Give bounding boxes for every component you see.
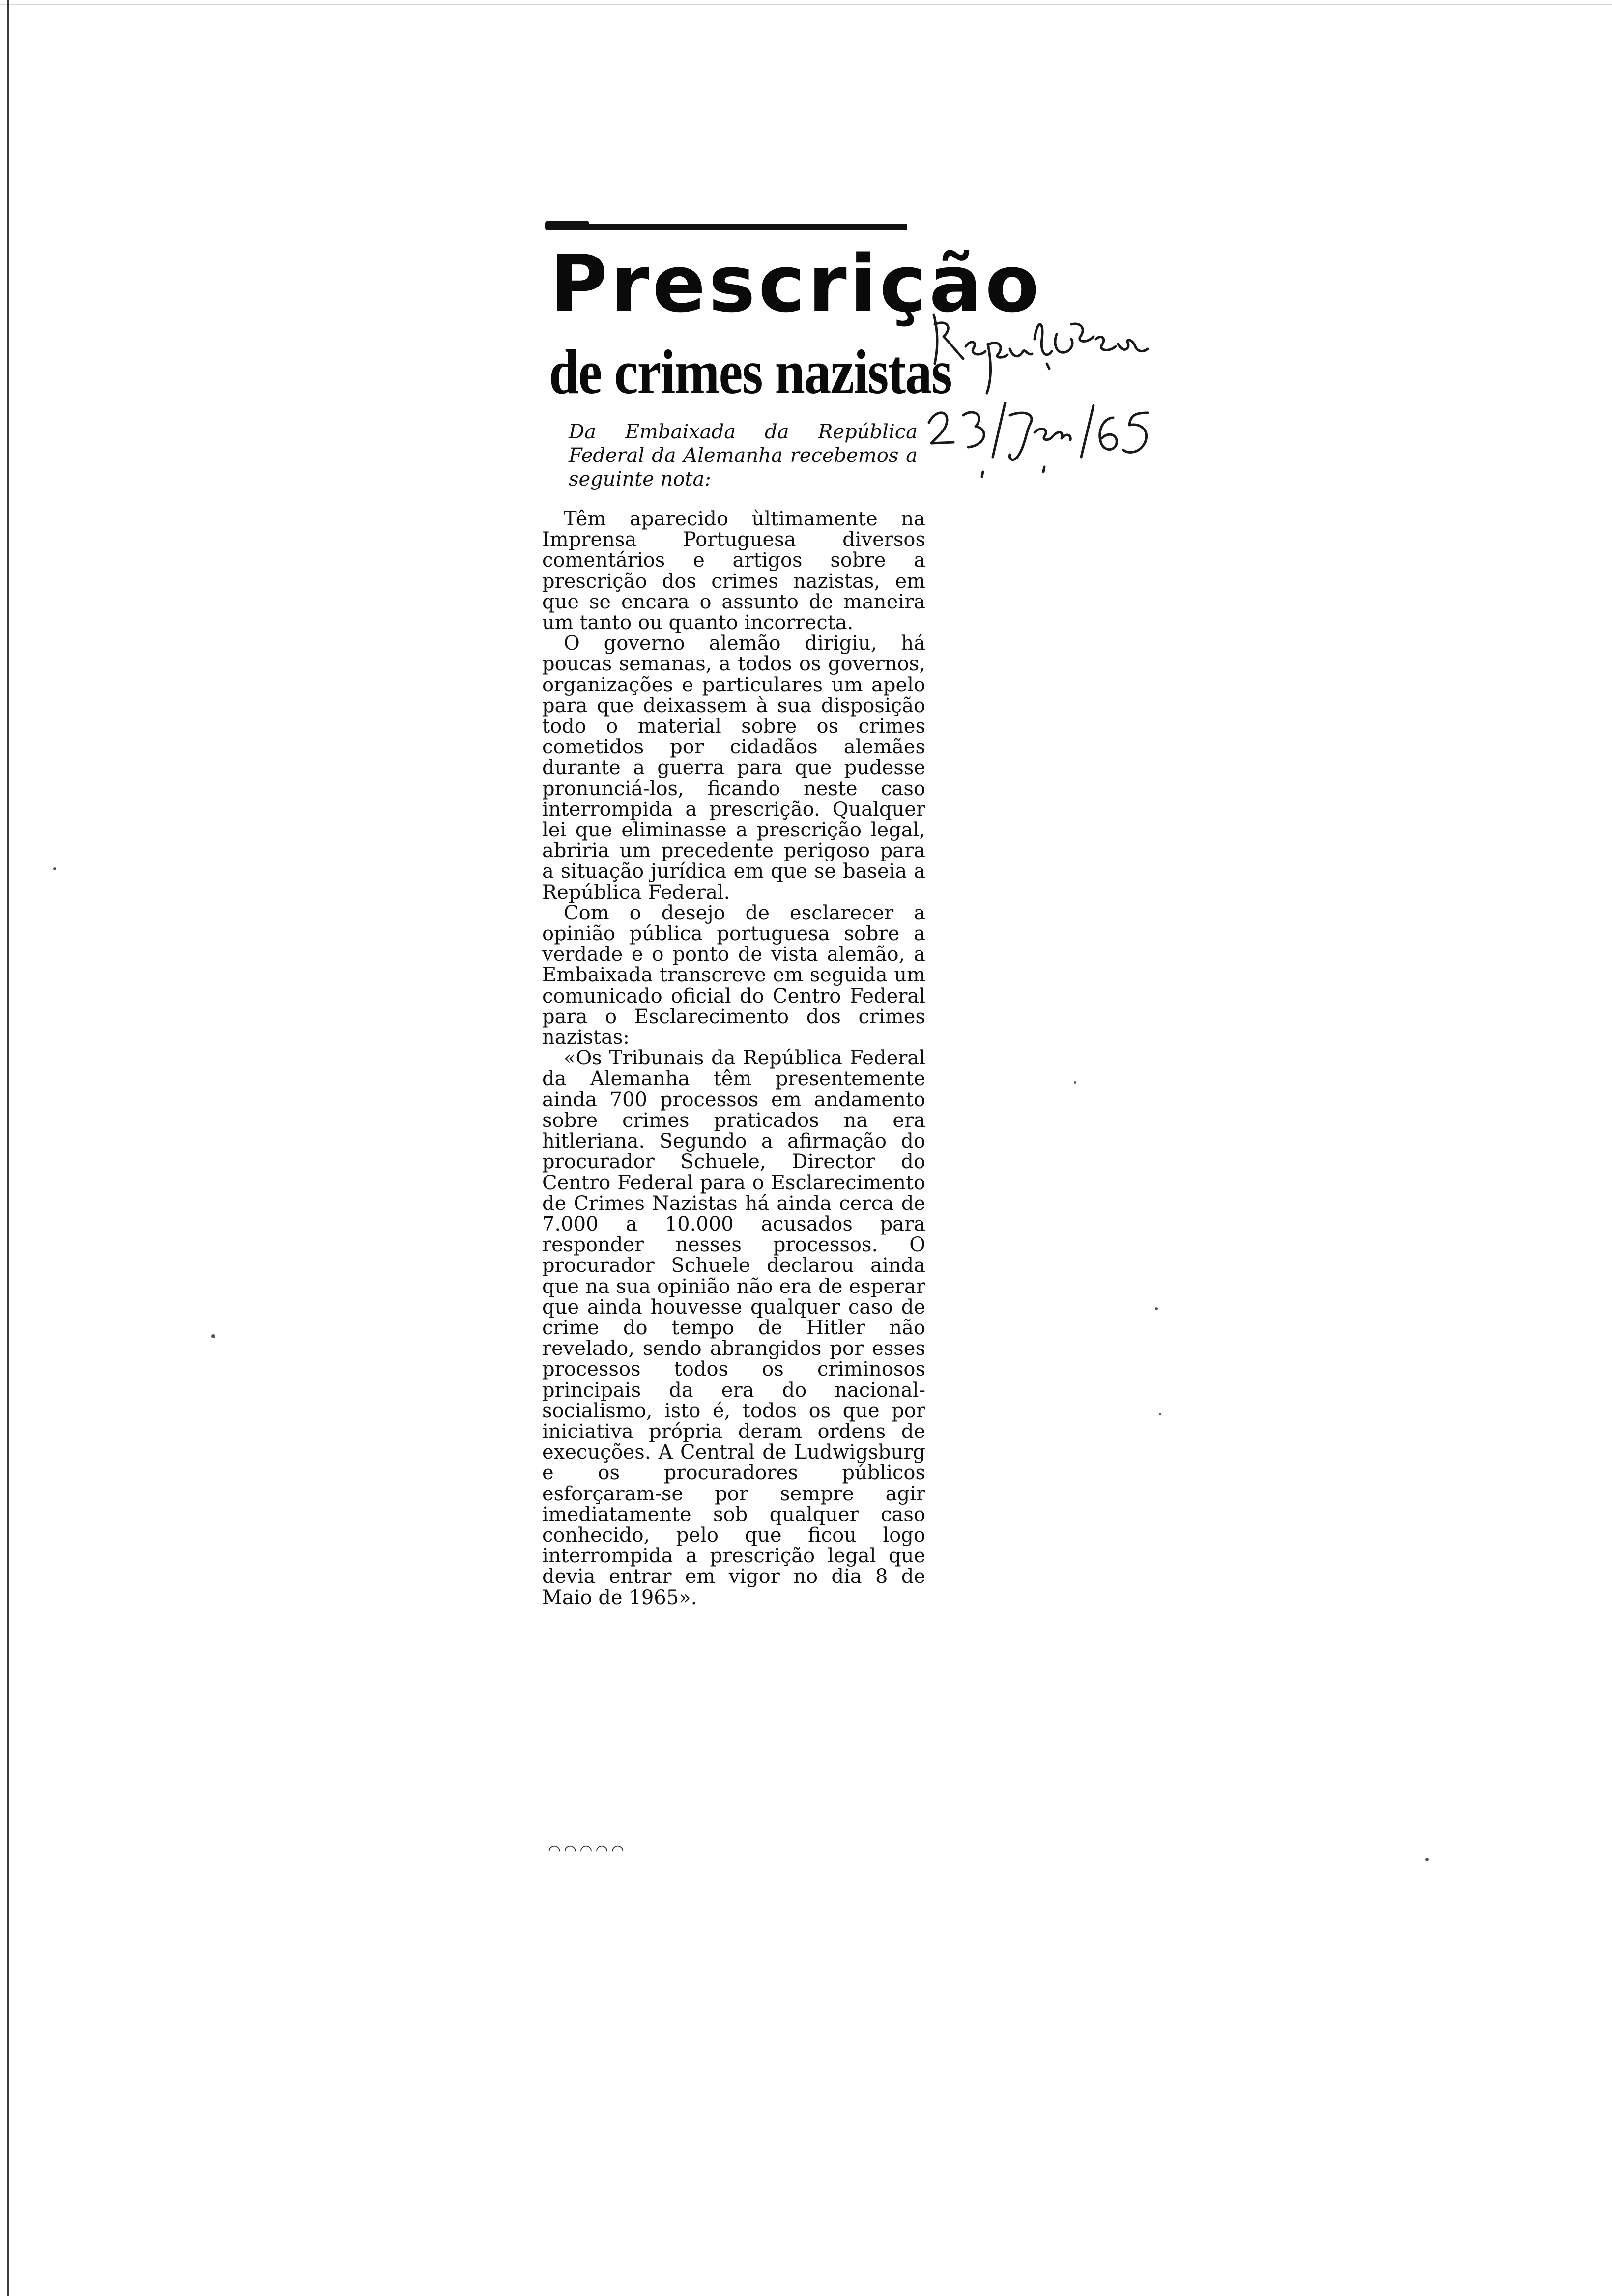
article-title: Prescrição (550, 238, 1042, 330)
scan-speck (1155, 1307, 1158, 1310)
article-intro: Da Embaixada da República Federal da Alemanha recebemos a seguinte nota: (569, 421, 918, 490)
scan-speck (1425, 1858, 1429, 1861)
scan-left-edge (7, 0, 9, 2296)
scan-speck (1074, 1081, 1076, 1084)
handwritten-annotation (924, 310, 1180, 496)
article-paragraph: «Os Tribunais da República Federal da Alemanha têm presentemente ainda 700 processos em andamento sobre crimes praticados na era hitleriana. Segundo a afirmação do procurador Schuele, Director do Centro Federal para o Esclarecimento de Crimes Nazistas há ainda cerca de 7.000 a 10.000 acusados para responder nesses processos. O procurador Schuele declarou ainda que na sua opinião não era de esperar que ainda houvesse qualquer caso de crime do tempo de Hitler não revelado, sendo abrangidos por esses processos todos os criminosos principais da era do nacional-socialismo, isto é, todos os que por iniciativa própria deram ordens de execuções. A Central de Ludwigsburg e os procuradores públicos esforçaram-se por sempre agir imediatamente sob qualquer caso conhecido, pelo que ficou logo interrompida a prescrição legal que devia entrar em vigor no dia 8 de Maio de 1965». (542, 1047, 925, 1609)
bottom-ornament: ◠◠◠◠◠ (548, 1844, 627, 1857)
scan-speck (1159, 1413, 1161, 1415)
scan-speck (53, 867, 56, 870)
newspaper-clipping (533, 224, 1042, 1860)
scan-top-edge (0, 4, 1612, 5)
article-paragraph: O governo alemão dirigiu, há poucas semanas, a todos os governos, organizações e particulares um apelo para que deixassem à sua disposição todo o material sobre os crimes cometidos por cidadãos alemães durante a guerra para que pudesse pronunciá-los, ficando neste caso interrompida a prescrição. Qualquer lei que eliminasse a prescrição legal, abriria um precedente perigoso para a situação jurídica em que se baseia a República Federal. (542, 632, 925, 904)
handwritten-signature-image (924, 310, 1180, 496)
article-body (542, 509, 925, 1608)
article-subtitle: de crimes nazistas (549, 337, 951, 407)
top-rule (548, 224, 907, 230)
article-paragraph: Têm aparecido ùltimamente na Imprensa Portuguesa diversos comentários e artigos sobre a prescrição dos crimes nazistas, em que se encara o assunto de maneira um tanto ou quanto incorrecta. (542, 508, 925, 634)
top-rule-accent (545, 221, 589, 230)
scan-speck (211, 1334, 215, 1338)
article-paragraph: Com o desejo de esclarecer a opinião pública portuguesa sobre a verdade e o ponto de vista alemão, a Embaixada transcreve em seguida um comunicado oficial do Centro Federal para o Esclarecimento dos crimes nazistas: (542, 901, 925, 1049)
